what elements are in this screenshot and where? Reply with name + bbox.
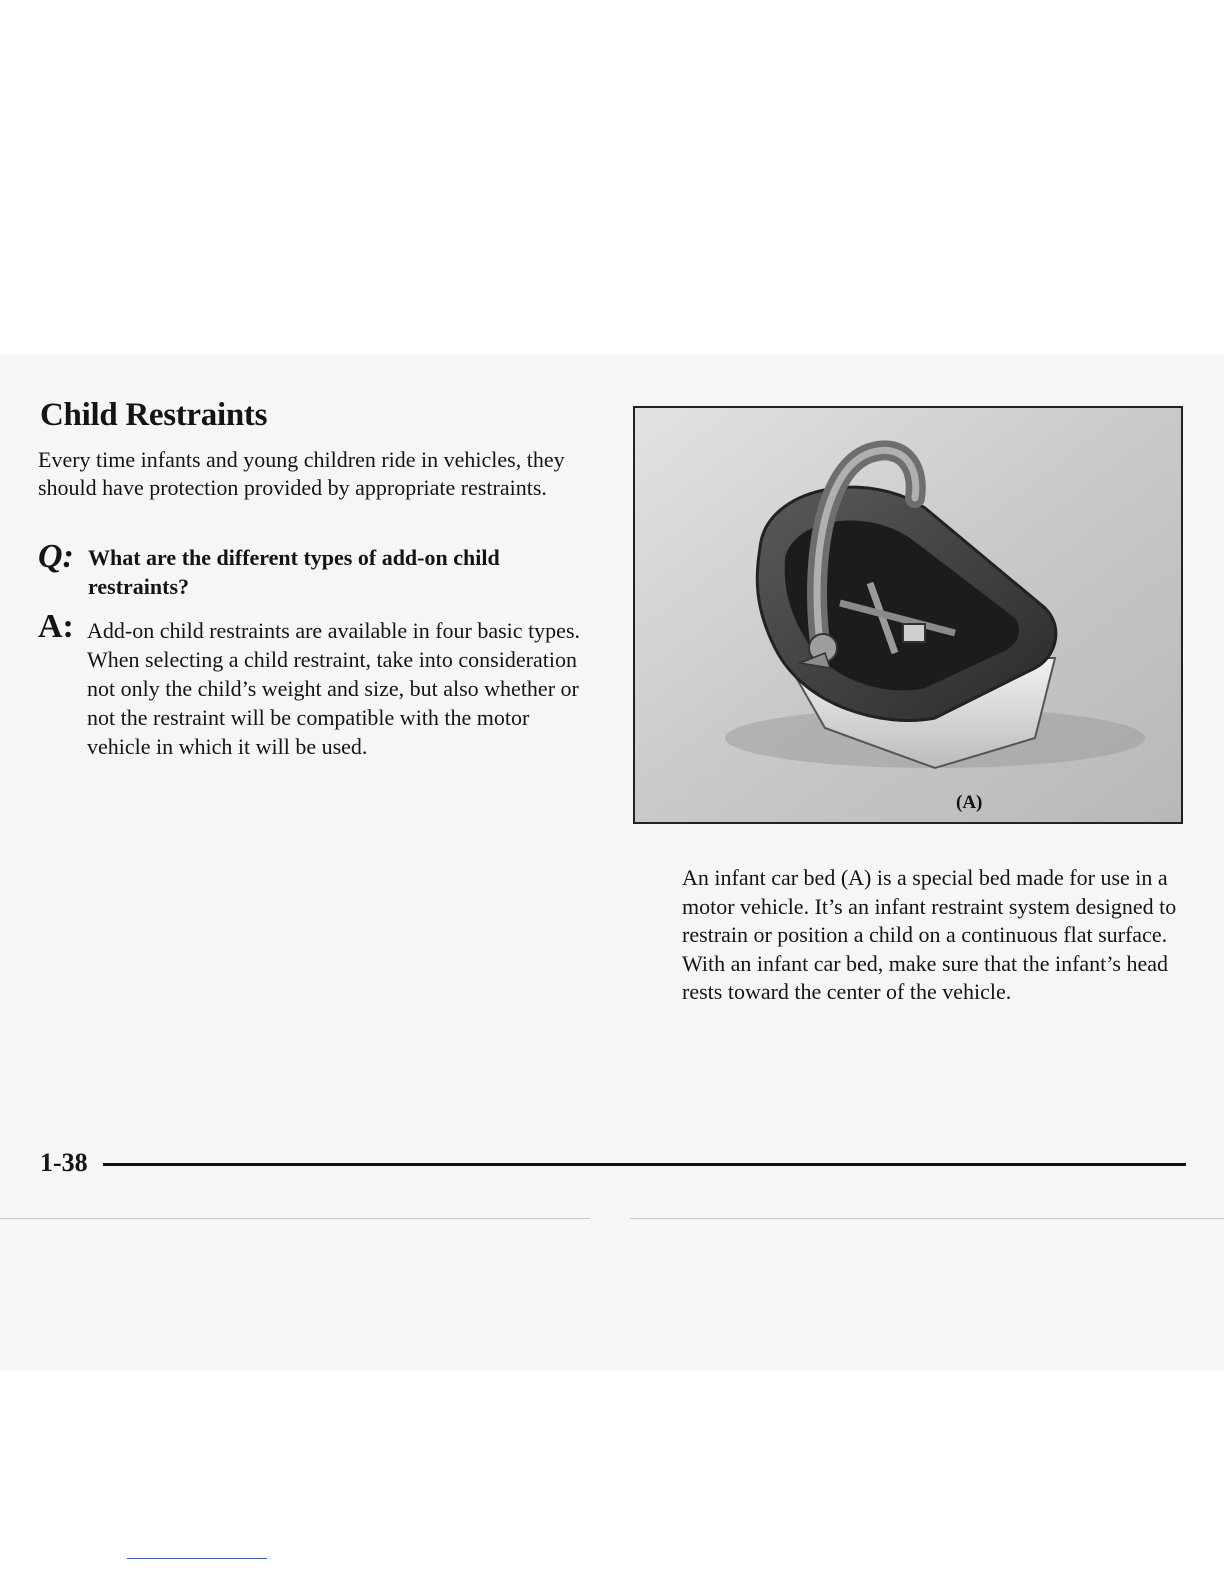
figure-label: (A) bbox=[956, 792, 983, 813]
infant-car-bed-figure bbox=[633, 406, 1183, 824]
figure-caption: An infant car bed (A) is a special bed made for use in a motor vehicle. It’s an infant restraint system designed to restrain or position a child on a continuous flat surface. With an infant car bed, make sure that the infant’s head rests toward the center of the vehicle. bbox=[682, 865, 1177, 1004]
page-title: Child Restraints bbox=[40, 397, 268, 433]
question-text: What are the different types of add-on child restraints? bbox=[88, 545, 500, 599]
intro-paragraph: Every time infants and young children ride in vehicles, they should have protection provided by appropriate restraints. bbox=[38, 447, 565, 500]
bottom-link-underline bbox=[127, 1558, 267, 1559]
answer-marker: A: bbox=[38, 608, 74, 645]
infant-car-bed-icon bbox=[635, 408, 1181, 822]
footer-rule bbox=[103, 1163, 1186, 1166]
question-marker: Q: bbox=[38, 538, 74, 575]
scan-artifact-line bbox=[630, 1218, 1224, 1219]
answer-text: Add-on child restraints are available in four basic types. When selecting a child restraint, take into consideration not only the child’s weight and size, but also whether or not the restraint will be compatible with the motor vehicle in which it will be used. bbox=[87, 618, 581, 759]
scan-artifact-line bbox=[0, 1218, 590, 1219]
page-number: 1-38 bbox=[40, 1148, 88, 1177]
